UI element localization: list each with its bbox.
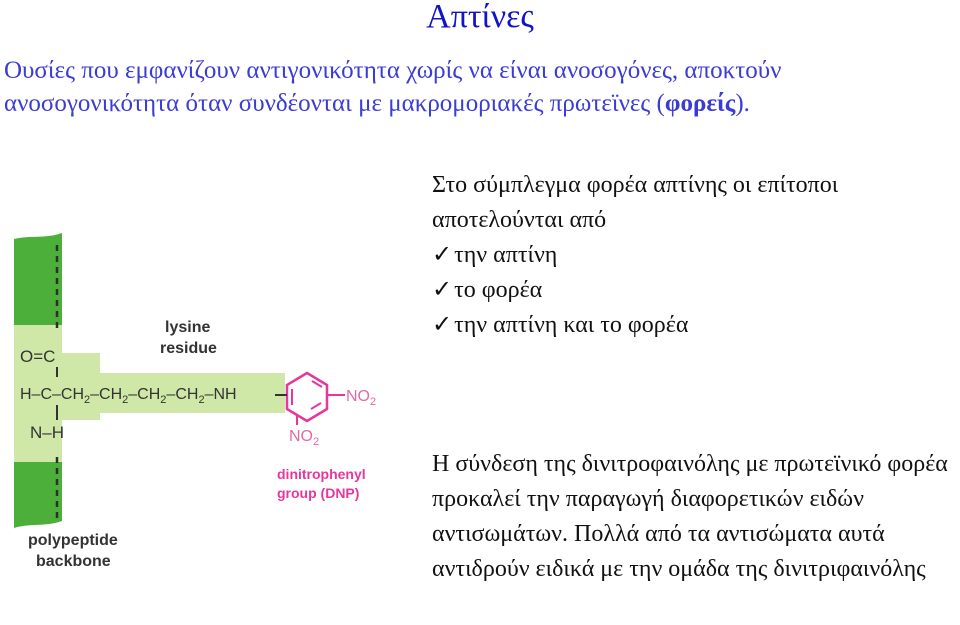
check-icon: ✓ — [432, 312, 453, 338]
intro-paragraph — [4, 54, 954, 120]
amine-label: N–H — [30, 423, 65, 442]
no2-bottom-label: $NO_2$ — [289, 428, 320, 448]
backbone-top-block — [14, 233, 62, 325]
intro-bold-carriers: φορείς — [664, 90, 736, 117]
epitope-box — [432, 168, 960, 343]
lysine-residue-label: lysine residue — [160, 319, 217, 357]
epitope-item-label: την απτίνη και το φορέα — [454, 312, 689, 338]
hapten-carrier-diagram — [0, 225, 420, 585]
intro-text-end: ). — [735, 90, 750, 117]
epitope-item-label: το φορέα — [454, 277, 543, 303]
page-title: Απτίνες — [426, 0, 534, 35]
check-icon: ✓ — [432, 242, 453, 268]
backbone-bottom-block — [14, 462, 62, 528]
intro-text: Ουσίες που εμφανίζουν αντιγονικότητα χωρίς να είναι ανοσογόνες, αποκτούν ανοσογονικότητα όταν συνδέονται με μακρομοριακές πρωτεϊνες ( — [4, 57, 782, 117]
polypeptide-backbone-label: polypeptide backbone — [28, 532, 118, 570]
lysine-chain: $H-C-CH_2-CH_2-CH_2-CH_2-NH$ — [20, 386, 237, 406]
ring-inner-bond — [311, 403, 321, 409]
carbonyl-label: O=C — [20, 347, 56, 366]
dnp-paragraph: Η σύνδεση της δινιτροφαινόλης με πρωτεϊνικό φορέα προκαλεί την παραγωγή διαφορετικών ειδών αντισωμάτων. Πολλά από τα αντισώματα αυτά αντιδρούν ειδικά με την ομάδα της δινιτριφαινόλης — [432, 451, 948, 582]
no2-right-label: $NO_2$ — [346, 388, 377, 408]
epitope-item-hapten — [432, 238, 960, 273]
dnp-group-label: dinitrophenyl group (DNP) — [277, 466, 366, 501]
epitope-item-label: την απτίνη — [454, 242, 558, 268]
epitope-item-carrier — [432, 273, 960, 308]
epitope-intro: Στο σύμπλεγμα φορέα απτίνης οι επίτοποι αποτελούνται από — [432, 172, 839, 233]
epitope-item-both — [432, 308, 960, 343]
check-icon: ✓ — [432, 277, 453, 303]
